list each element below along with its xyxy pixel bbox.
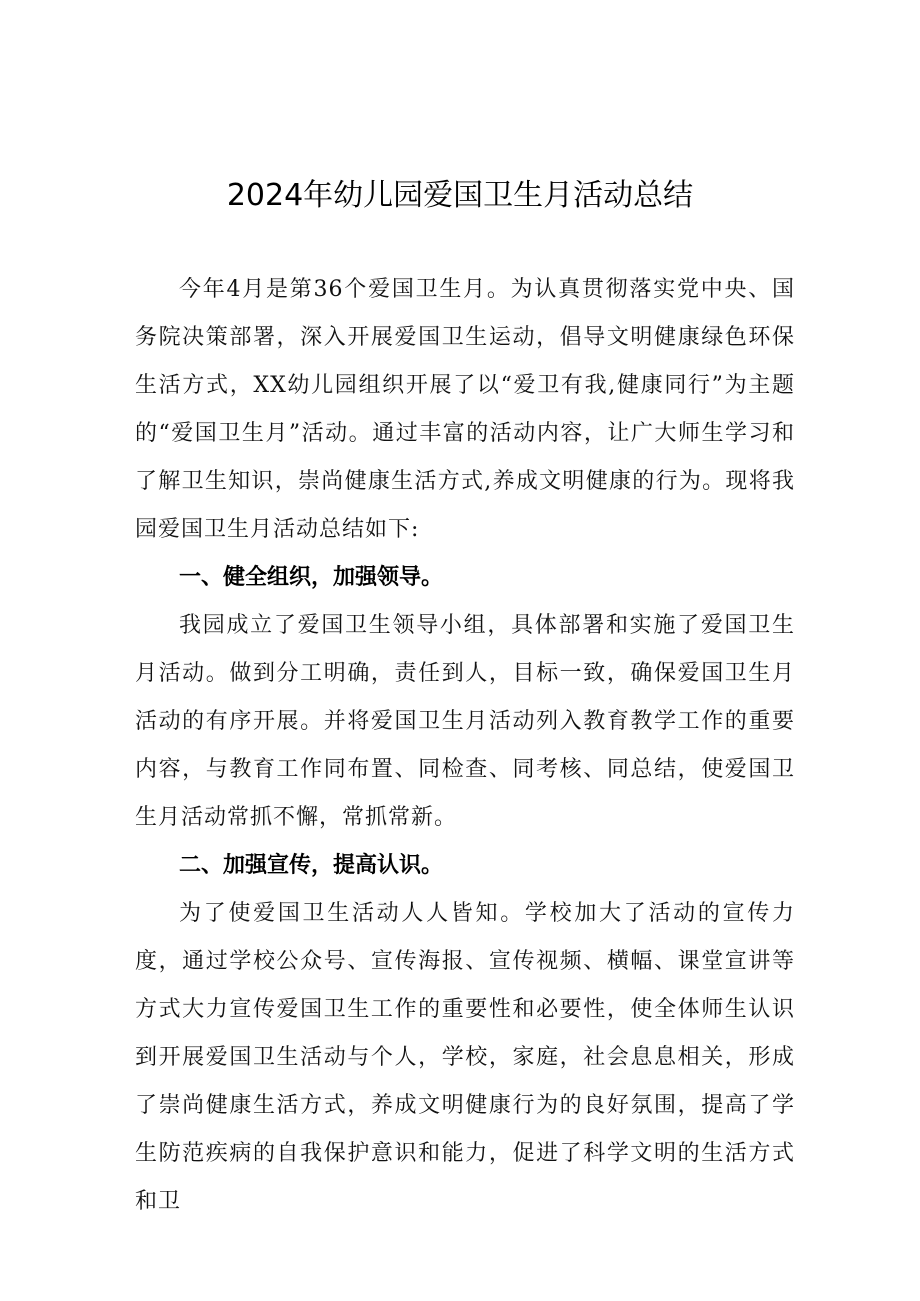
document-body [135, 266, 795, 1226]
document-title: 2024年幼儿园爱国卫生月活动总结 [226, 178, 694, 213]
section-heading-2: 二、加强宣传，提高认识。 [179, 853, 444, 878]
paragraph-organization: 我园成立了爱国卫生领导小组，具体部署和实施了爱国卫生月活动。做到分工明确，责任到人，目标一致，确保爱国卫生月活动的有序开展。并将爱国卫生月活动列入教育教学工作的重要内容，与教育工作同布置、同检查、同考核、同总结，使爱国卫生月活动常抓不懈，常抓常新。 [135, 613, 795, 830]
section-heading-1: 一、健全组织，加强领导。 [179, 565, 444, 590]
paragraph-intro: 今年4月是第36个爱国卫生月。为认真贯彻落实党中央、国务院决策部署，深入开展爱国卫生运动，倡导文明健康绿色环保生活方式，XX幼儿园组织开展了以“爱卫有我,健康同行”为主题的“爱国卫生月”活动。通过丰富的活动内容，让广大师生学习和了解卫生知识，崇尚健康生活方式,养成文明健康的行为。现将我园爱国卫生月活动总结如下: [135, 277, 795, 542]
paragraph-publicity: 为了使爱国卫生活动人人皆知。学校加大了活动的宣传力度，通过学校公众号、宣传海报、宣传视频、横幅、课堂宣讲等方式大力宣传爱国卫生工作的重要性和必要性，使全体师生认识到开展爱国卫生活动与个人，学校，家庭，社会息息相关，形成了崇尚健康生活方式，养成文明健康行为的良好氛围，提高了学生防范疾病的自我保护意识和能力，促进了科学文明的生活方式和卫 [135, 901, 795, 1214]
